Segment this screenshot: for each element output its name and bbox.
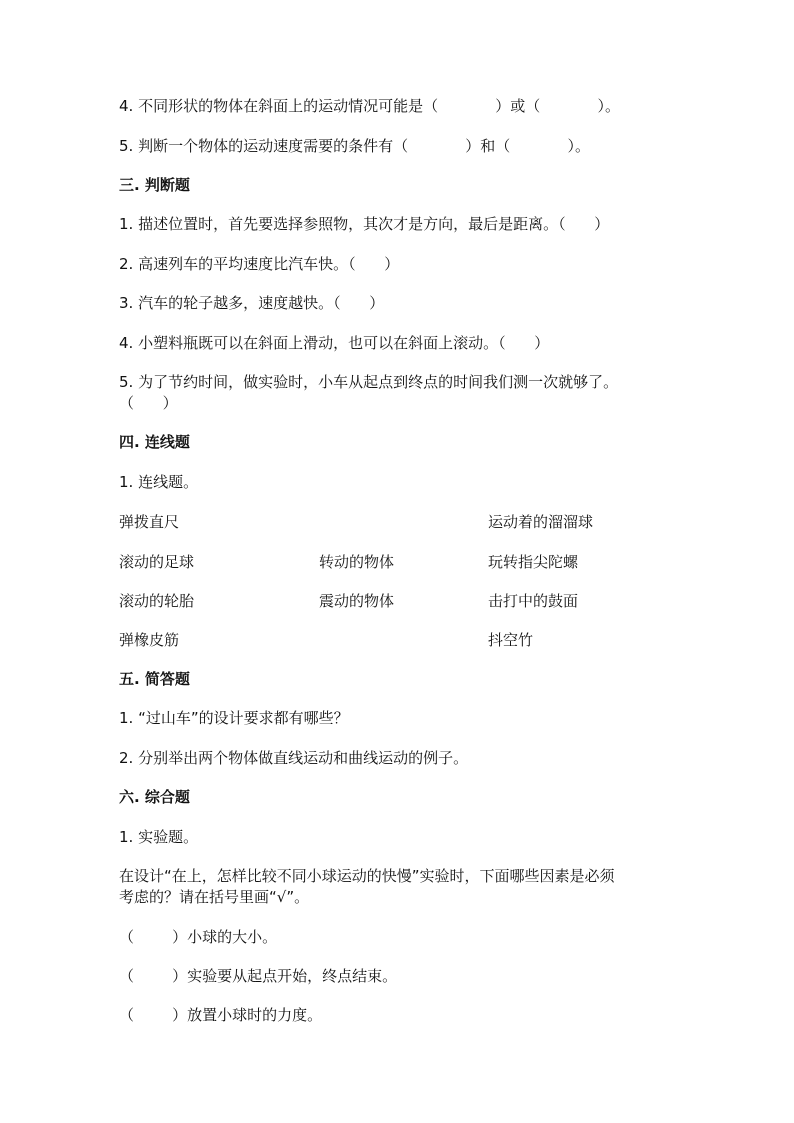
judge-item-2: 2. 高速列车的平均速度比汽车快。（ ） [119,255,400,273]
fill-blank-q5: 5. 判断一个物体的运动速度需要的条件有（ ）和（ ）。 [119,137,591,155]
match-middle-2: 震动的物体 [319,592,395,610]
match-left-3: 滚动的轮胎 [119,592,195,610]
judge-item-5: 5. 为了节约时间，做实验时，小车从起点到终点的时间我们测一次就够了。 [119,373,619,391]
section3-title: 三. 判断题 [119,176,190,194]
judge-item-5-bracket: （ ） [119,394,178,412]
matching-question: 1. 连线题。 [119,473,199,491]
match-right-2: 玩转指尖陀螺 [488,553,579,571]
section6-title: 六. 综合题 [119,788,190,806]
match-right-1: 运动着的溜溜球 [488,513,594,531]
short-answer-2: 2. 分别举出两个物体做直线运动和曲线运动的例子。 [119,749,469,767]
match-right-3: 击打中的鼓面 [488,592,579,610]
section5-title: 五. 简答题 [119,670,190,688]
section4-title: 四. 连线题 [119,433,190,451]
judge-item-3: 3. 汽车的轮子越多，速度越快。（ ） [119,294,385,312]
match-middle-1: 转动的物体 [319,553,395,571]
experiment-option-2: （ ）实验要从起点开始，终点结束。 [119,967,398,985]
match-left-1: 弹拨直尺 [119,513,180,531]
match-left-4: 弹橡皮筋 [119,631,180,649]
experiment-intro-line2: 考虑的？请在括号里画“√”。 [119,888,310,906]
judge-item-4: 4. 小塑料瓶既可以在斜面上滑动，也可以在斜面上滚动。（ ） [119,334,550,352]
match-right-4: 抖空竹 [488,631,534,649]
match-left-2: 滚动的足球 [119,553,195,571]
experiment-option-3: （ ）放置小球时的力度。 [119,1006,323,1024]
judge-item-1: 1. 描述位置时，首先要选择参照物，其次才是方向，最后是距离。（ ） [119,215,610,233]
short-answer-1: 1. “过山车”的设计要求都有哪些？ [119,709,349,727]
experiment-question: 1. 实验题。 [119,828,199,846]
fill-blank-q4: 4. 不同形状的物体在斜面上的运动情况可能是（ ）或（ ）。 [119,97,621,115]
experiment-intro-line1: 在设计“在上，怎样比较不同小球运动的快慢”实验时，下面哪些因素是必须 [119,867,615,885]
experiment-option-1: （ ）小球的大小。 [119,928,278,946]
